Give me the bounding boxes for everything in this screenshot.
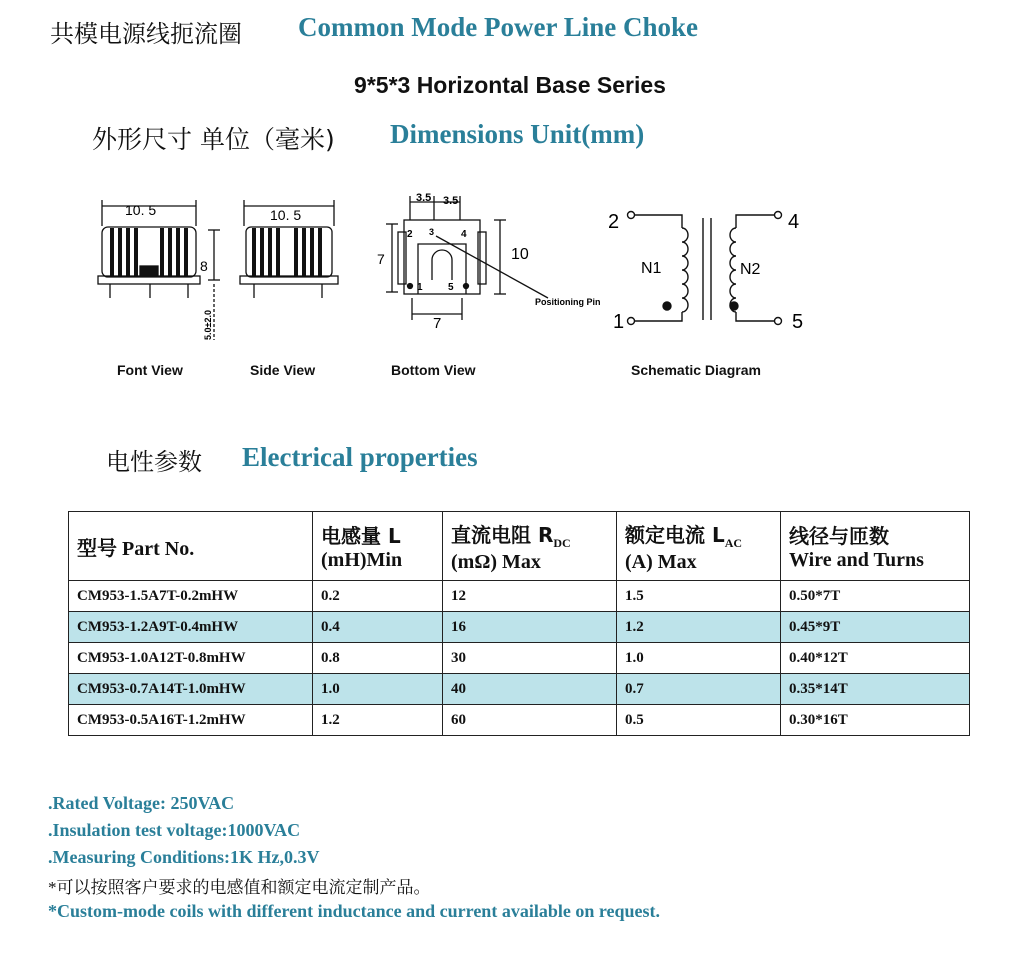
bottom-pin-1: 1 bbox=[417, 282, 423, 293]
header-part-no: 型号 Part No. bbox=[69, 512, 313, 581]
cell-wire-turns: 0.30*16T bbox=[781, 705, 970, 736]
header-title-en: Common Mode Power Line Choke bbox=[298, 12, 698, 42]
front-dim-height: 8 bbox=[200, 258, 208, 274]
note-custom-cn: *可以按照客户要求的电感值和额定电流定制产品。 bbox=[48, 878, 431, 897]
cell-dc-resistance: 30 bbox=[443, 643, 617, 674]
cell-inductance: 0.8 bbox=[313, 643, 443, 674]
front-dim-pin: 5.0±2.0 bbox=[203, 310, 213, 340]
bottom-dim-bottom: 7 bbox=[433, 315, 442, 332]
cell-inductance: 0.4 bbox=[313, 612, 443, 643]
cell-part-no: CM953-1.5A7T-0.2mHW bbox=[69, 581, 313, 612]
cell-rated-current: 1.2 bbox=[617, 612, 781, 643]
bottom-dim-height: 10 bbox=[511, 246, 529, 263]
cell-dc-resistance: 16 bbox=[443, 612, 617, 643]
dimensions-title-en: Dimensions Unit(mm) bbox=[390, 119, 645, 149]
schematic-n2: N2 bbox=[740, 261, 761, 278]
schematic-n1: N1 bbox=[641, 260, 662, 277]
cell-dc-resistance: 40 bbox=[443, 674, 617, 705]
header-rated-current: 额定电流 $L_{AC}$ (A) Max bbox=[617, 512, 781, 581]
note-custom-en: *Custom-mode coils with different inductance and current available on request. bbox=[48, 901, 660, 921]
electrical-title-en: Electrical properties bbox=[242, 442, 478, 472]
table-row bbox=[69, 612, 970, 643]
header-title-cn: 共模电源线扼流圈 bbox=[50, 20, 242, 48]
schematic-pin-2: 2 bbox=[608, 211, 620, 233]
bottom-pin-5: 5 bbox=[448, 282, 454, 293]
note-rated-voltage: .Rated Voltage: 250VAC bbox=[48, 793, 235, 813]
cell-inductance: 0.2 bbox=[313, 581, 443, 612]
dimensions-title-cn: 外形尺寸 单位（毫米) bbox=[92, 125, 335, 154]
table-header-row bbox=[69, 512, 970, 581]
cell-part-no: CM953-0.5A16T-1.2mHW bbox=[69, 705, 313, 736]
header-wire-turns: 线径与匝数 Wire and Turns bbox=[781, 512, 970, 581]
cell-wire-turns: 0.45*9T bbox=[781, 612, 970, 643]
note-measuring-conditions: .Measuring Conditions:1K Hz,0.3V bbox=[48, 847, 320, 867]
cell-rated-current: 0.7 bbox=[617, 674, 781, 705]
header-dc-resistance: 直流电阻 $R_{DC}$ (mΩ) Max bbox=[443, 512, 617, 581]
cell-inductance: 1.0 bbox=[313, 674, 443, 705]
cell-dc-resistance: 12 bbox=[443, 581, 617, 612]
bottom-pin-4: 4 bbox=[461, 229, 467, 240]
caption-bottom-view: Bottom View bbox=[391, 362, 476, 378]
bottom-dim-left: 7 bbox=[377, 251, 385, 267]
cell-inductance: 1.2 bbox=[313, 705, 443, 736]
schematic-pin-4: 4 bbox=[788, 211, 800, 233]
caption-front-view: Font View bbox=[117, 362, 183, 378]
cell-part-no: CM953-1.0A12T-0.8mHW bbox=[69, 643, 313, 674]
caption-side-view: Side View bbox=[250, 362, 316, 378]
cell-rated-current: 1.0 bbox=[617, 643, 781, 674]
table-row bbox=[69, 705, 970, 736]
table-row bbox=[69, 674, 970, 705]
dimension-drawings bbox=[0, 180, 1024, 350]
bottom-dim-top-right: 3.5 bbox=[443, 195, 459, 207]
cell-wire-turns: 0.50*7T bbox=[781, 581, 970, 612]
table-row bbox=[69, 643, 970, 674]
positioning-pin-label: Positioning Pin bbox=[535, 297, 601, 307]
cell-dc-resistance: 60 bbox=[443, 705, 617, 736]
table-row bbox=[69, 581, 970, 612]
caption-schematic: Schematic Diagram bbox=[631, 362, 761, 378]
bottom-dim-top-left: 3.5 bbox=[416, 192, 432, 204]
series-title: 9*5*3 Horizontal Base Series bbox=[354, 72, 666, 98]
cell-wire-turns: 0.40*12T bbox=[781, 643, 970, 674]
schematic-pin-5: 5 bbox=[792, 311, 804, 333]
note-insulation-voltage: .Insulation test voltage:1000VAC bbox=[48, 820, 301, 840]
cell-rated-current: 1.5 bbox=[617, 581, 781, 612]
cell-rated-current: 0.5 bbox=[617, 705, 781, 736]
side-dim-width: 10. 5 bbox=[270, 207, 302, 223]
front-dim-width: 10. 5 bbox=[125, 202, 157, 218]
cell-part-no: CM953-0.7A14T-1.0mHW bbox=[69, 674, 313, 705]
bottom-pin-3: 3 bbox=[429, 227, 435, 237]
schematic-pin-1: 1 bbox=[613, 311, 625, 333]
electrical-title-cn: 电性参数 bbox=[106, 448, 202, 476]
cell-wire-turns: 0.35*14T bbox=[781, 674, 970, 705]
electrical-properties-table bbox=[68, 511, 970, 736]
header-inductance: 电感量 L (mH)Min bbox=[313, 512, 443, 581]
cell-part-no: CM953-1.2A9T-0.4mHW bbox=[69, 612, 313, 643]
bottom-pin-2: 2 bbox=[407, 229, 413, 240]
